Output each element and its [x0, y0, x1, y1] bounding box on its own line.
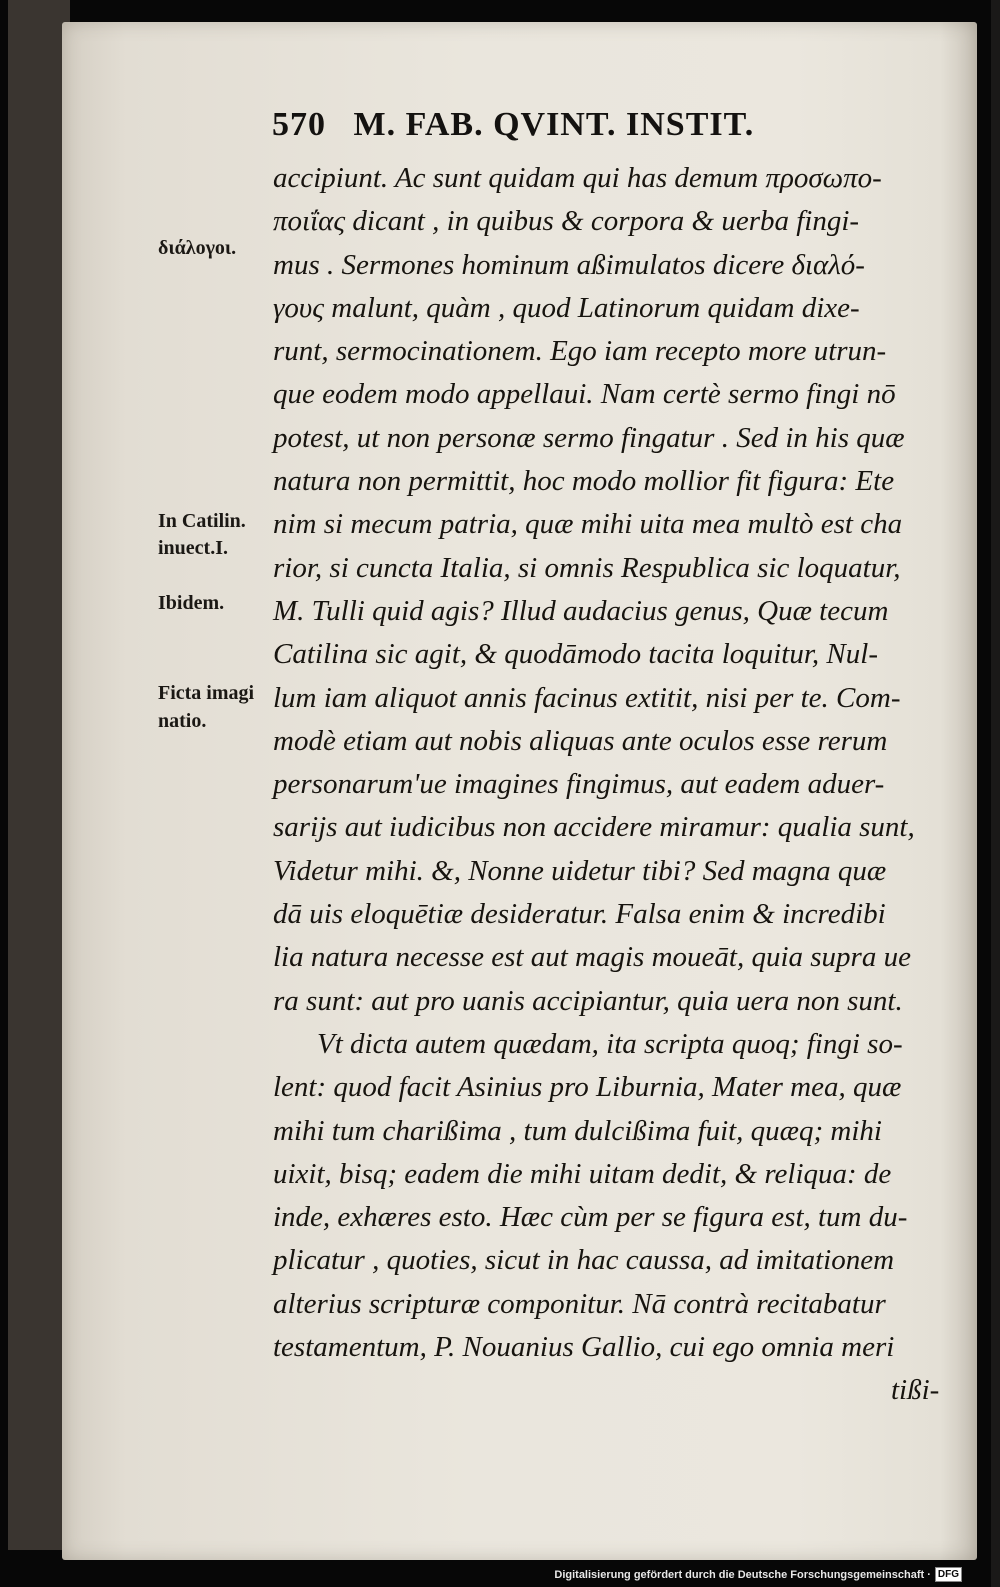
text-line: testamentum, P. Nouanius Gallio, cui ego omnia meri	[273, 1331, 895, 1364]
text-line: modè etiam aut nobis aliquas ante oculos esse rerum	[273, 724, 888, 757]
folio-number: 570	[272, 106, 326, 143]
text-line: potest, ut non personæ sermo fingatur . Sed in his quæ	[273, 421, 905, 454]
text-line: Vt dicta autem quædam, ita scripta quoq; fingi so-	[317, 1027, 903, 1060]
text-line: nim si mecum patria, quæ mihi uita mea multò est cha	[273, 508, 903, 541]
marginal-note: Ficta imagi	[158, 682, 255, 704]
backing-board-edge	[8, 0, 70, 1550]
text-line: plicatur , quoties, sicut in hac caussa, ad imitationem	[273, 1244, 895, 1277]
book-page	[62, 22, 977, 1560]
text-line: alterius scripturæ componitur. Nā contrà recitabatur	[273, 1287, 886, 1320]
main-text-block	[273, 157, 973, 1413]
text-line: ποιΐας dicant , in quibus & corpora & uerba fingi-	[273, 205, 860, 238]
marginal-note: inuect.I.	[158, 537, 228, 559]
marginal-note: διάλογοι.	[158, 237, 237, 259]
text-line: natura non permittit, hoc modo mollior fit figura: Ete	[273, 465, 895, 498]
text-line: mus . Sermones hominum aßimulatos dicere διαλό-	[273, 248, 865, 281]
running-head	[272, 106, 962, 144]
text-line: tißi-	[891, 1374, 940, 1407]
funding-footer	[554, 1567, 962, 1582]
text-line: que eodem modo appellaui. Nam certè sermo fingi nō	[273, 378, 896, 411]
text-line: personarum'ue imagines fingimus, aut eadem aduer-	[273, 768, 885, 801]
text-line: rior, si cuncta Italia, si omnis Respublica sic loquatur,	[273, 551, 901, 584]
text-line: uixit, bisq; eadem die mihi uitam dedit, & reliqua: de	[273, 1157, 892, 1190]
text-line: mihi tum charißima , tum dulcißima fuit, quæq; mihi	[273, 1114, 882, 1147]
text-line: lent: quod facit Asinius pro Liburnia, Mater mea, quæ	[273, 1071, 902, 1104]
text-line: runt, sermocinationem. Ego iam recepto more utrun-	[273, 335, 887, 368]
text-line: ra sunt: aut pro uanis accipiantur, quia uera non sunt.	[273, 984, 903, 1017]
text-line: Videtur mihi. &, Nonne uidetur tibi? Sed magna quæ	[273, 854, 887, 887]
marginal-note: Ibidem.	[158, 592, 225, 614]
text-line: M. Tulli quid agis? Illud audacius genus, Quæ tecum	[273, 594, 889, 627]
text-line: lia natura necesse est aut magis moueāt, quia supra ue	[273, 941, 911, 974]
footer-text: Digitalisierung gefördert durch die Deutsche Forschungsgemeinschaft ·	[554, 1568, 931, 1581]
text-line: γους malunt, quàm , quod Latinorum quidam dixe-	[273, 291, 860, 324]
text-line: Catilina sic agit, & quodāmodo tacita loquitur, Nul-	[273, 638, 878, 671]
text-line: lum iam aliquot annis facinus extitit, nisi per te. Com-	[273, 681, 901, 714]
running-head-title: M. FAB. QVINT. INSTIT.	[353, 106, 755, 143]
dfg-logo: DFG	[935, 1567, 962, 1582]
marginal-note: natio.	[158, 710, 207, 732]
text-line: sarijs aut iudicibus non accidere miramur: qualia sunt,	[273, 811, 915, 844]
scan-edge	[991, 0, 1000, 1587]
marginal-note: In Catilin.	[158, 510, 246, 532]
text-line: accipiunt. Ac sunt quidam qui has demum προσωπο-	[273, 162, 882, 194]
text-line: inde, exhæres esto. Hæc cùm per se figura est, tum du-	[273, 1201, 908, 1234]
text-line: dā uis eloquētiæ desideratur. Falsa enim & incredibi	[273, 898, 886, 931]
